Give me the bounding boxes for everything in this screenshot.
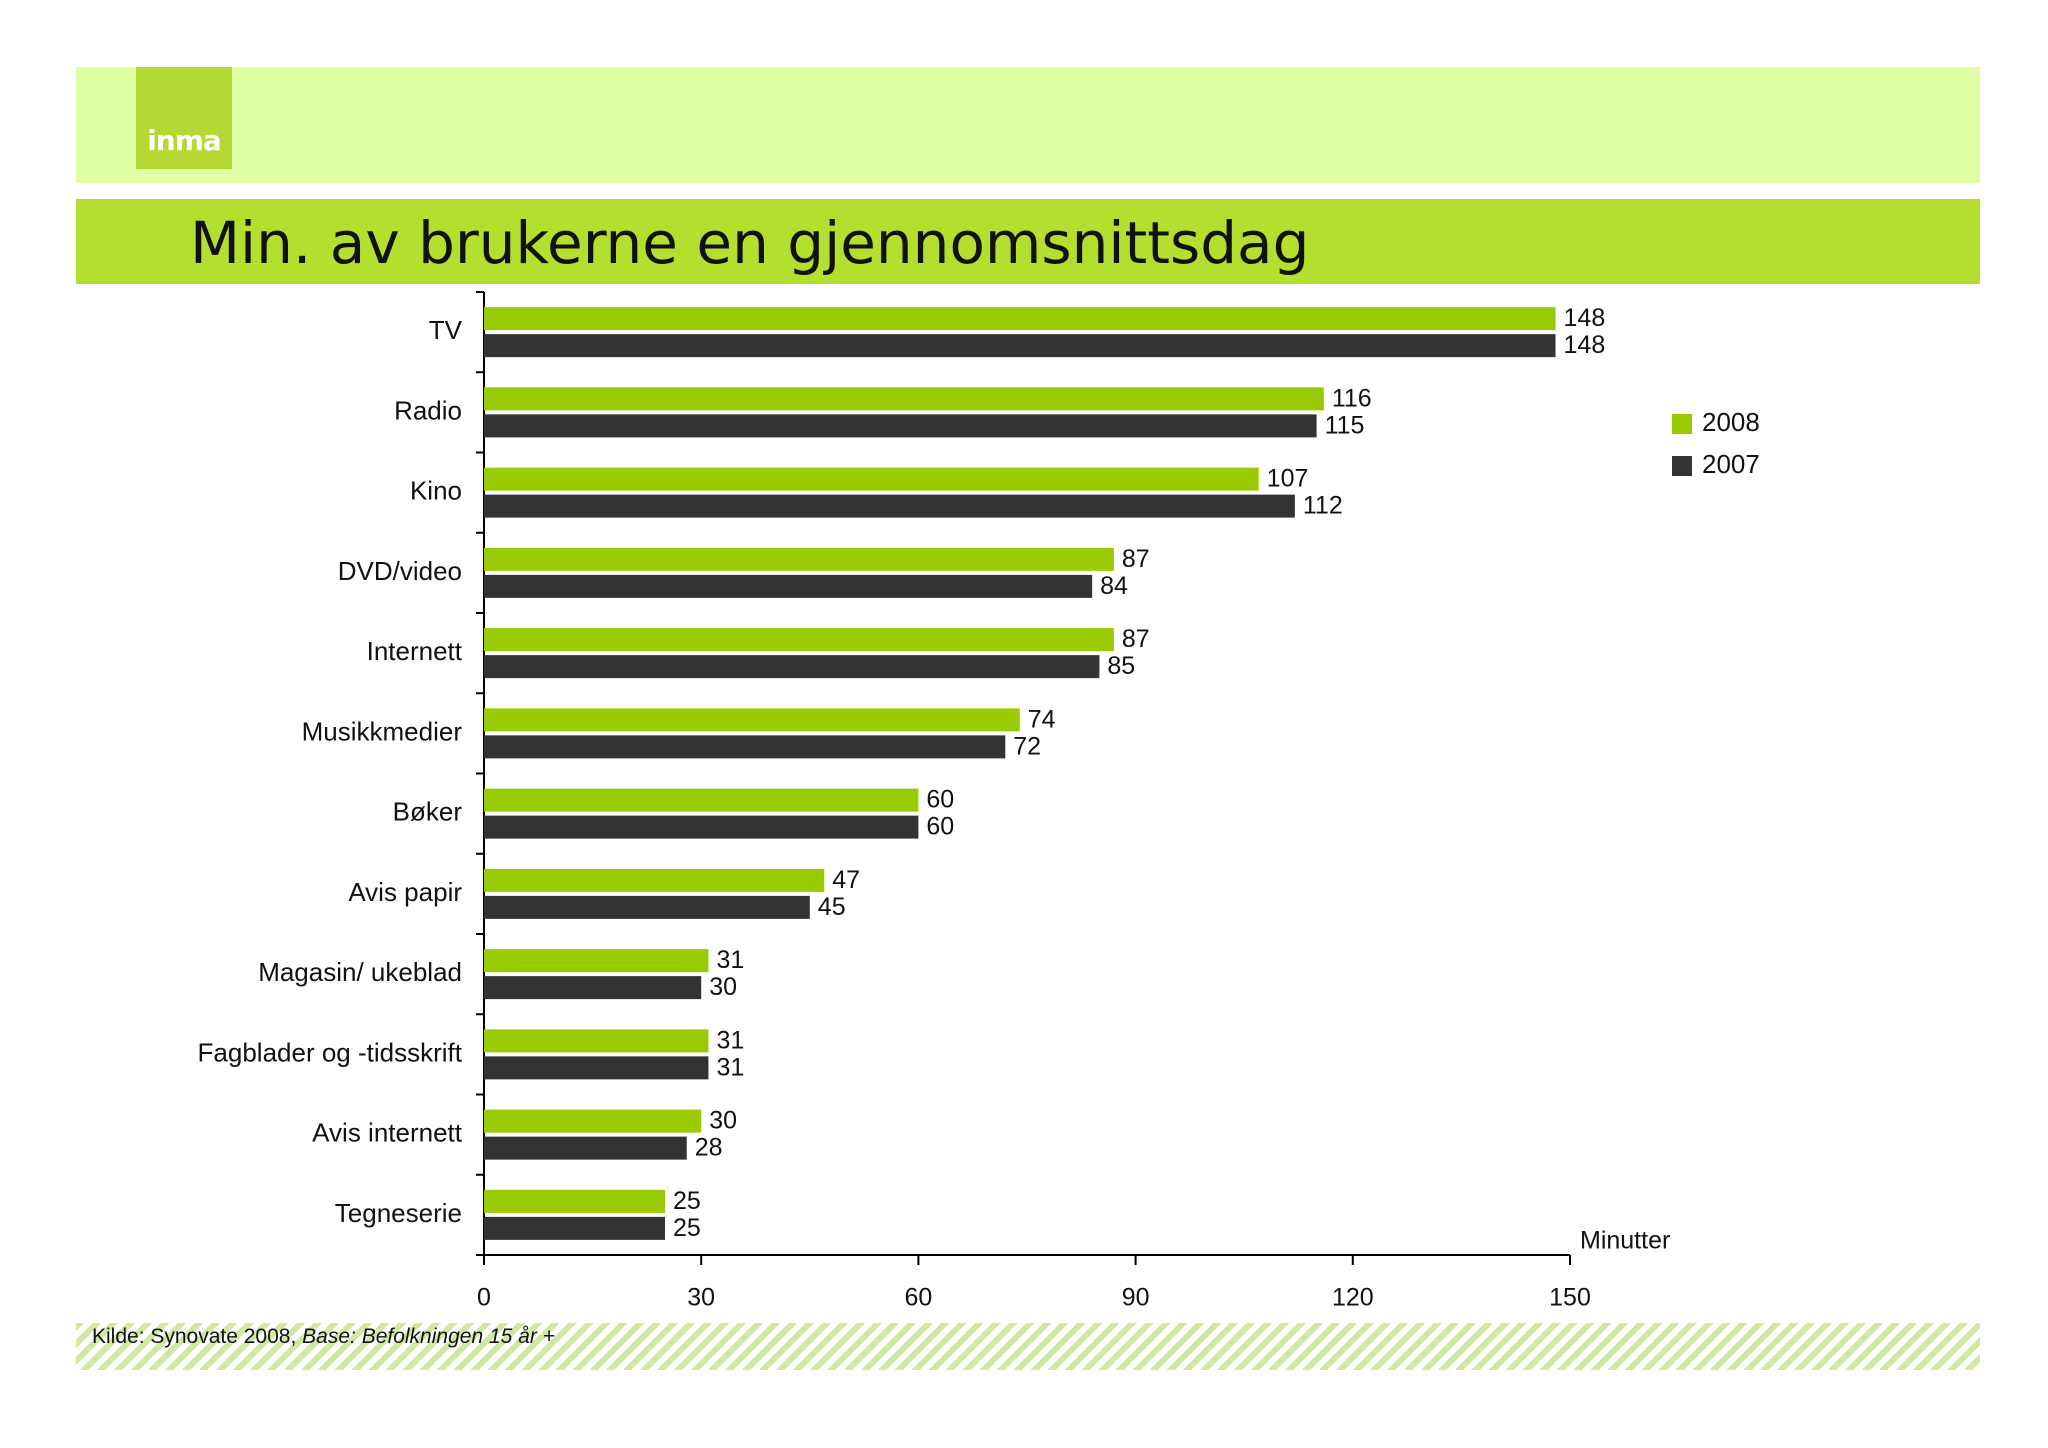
data-label-2007: 72 [1013, 732, 1042, 761]
legend-swatch-2008 [1672, 414, 1692, 434]
bar-2008 [484, 387, 1324, 410]
data-label-2007: 30 [709, 973, 738, 1002]
data-label-2007: 31 [716, 1053, 745, 1082]
data-label-2008: 31 [716, 1026, 745, 1055]
source-prefix: Kilde: Synovate 2008, [92, 1325, 303, 1348]
source-note [92, 1323, 555, 1351]
bar-2007 [484, 735, 1005, 758]
category-label: Avis internett [312, 1117, 462, 1148]
x-tick-label: 90 [1121, 1283, 1150, 1312]
bar-2008 [484, 789, 918, 812]
category-label: DVD/video [337, 555, 462, 586]
bar-2008 [484, 628, 1114, 651]
data-label-2007: 28 [694, 1133, 723, 1162]
category-label: Musikkmedier [301, 716, 462, 747]
category-label: Bøker [392, 796, 462, 827]
source-base: Base: Befolkningen 15 år + [302, 1325, 555, 1348]
category-label: Avis papir [348, 876, 462, 907]
data-label-2008: 107 [1266, 464, 1309, 493]
x-tick-label: 0 [477, 1283, 491, 1312]
data-label-2008: 25 [673, 1186, 701, 1215]
data-label-2007: 148 [1563, 331, 1606, 360]
data-label-2008: 116 [1331, 384, 1372, 413]
bar-2007 [484, 334, 1556, 357]
bar-2007 [484, 896, 810, 919]
data-label-2008: 60 [926, 785, 955, 814]
category-label: Kino [409, 475, 462, 506]
x-axis-title: Minutter [1580, 1226, 1671, 1255]
legend-label-2007: 2007 [1702, 448, 1760, 479]
data-label-2008: 148 [1563, 304, 1606, 333]
data-label-2008: 47 [832, 865, 861, 894]
x-tick-label: 150 [1549, 1283, 1591, 1312]
data-label-2007: 112 [1302, 491, 1343, 520]
bar-2008 [484, 1029, 708, 1052]
data-label-2008: 31 [716, 946, 745, 975]
legend-swatch-2007 [1672, 456, 1692, 476]
bar-2008 [484, 949, 708, 972]
x-tick-label: 120 [1331, 1283, 1374, 1312]
data-label-2007: 115 [1324, 411, 1365, 440]
bar-2008 [484, 548, 1114, 571]
data-label-2008: 87 [1121, 625, 1150, 654]
data-label-2008: 30 [709, 1106, 738, 1135]
bar-2007 [484, 495, 1295, 518]
data-label-2007: 85 [1107, 652, 1136, 681]
bar-2007 [484, 575, 1092, 598]
bar-2007 [484, 1137, 687, 1160]
data-label-2007: 25 [673, 1213, 701, 1242]
bar-2008 [484, 307, 1556, 330]
category-label: Tegneserie [334, 1197, 462, 1228]
data-label-2007: 84 [1100, 571, 1128, 600]
data-label-2007: 60 [926, 812, 955, 841]
bar-2007 [484, 976, 701, 999]
category-label: TV [428, 315, 462, 345]
x-tick-label: 60 [904, 1283, 933, 1312]
bar-2008 [484, 869, 824, 892]
data-label-2008: 74 [1027, 705, 1056, 734]
category-label: Internett [366, 636, 462, 666]
bar-2008 [484, 1190, 665, 1213]
bar-2007 [484, 1056, 708, 1079]
legend-label-2008: 2008 [1702, 406, 1760, 437]
category-label: Magasin/ ukeblad [258, 957, 462, 987]
bar-2008 [484, 1110, 701, 1133]
bar-2007 [484, 1217, 665, 1240]
bar-2008 [484, 708, 1020, 731]
data-label-2008: 87 [1121, 544, 1150, 573]
category-label: Radio [394, 395, 462, 426]
bar-2008 [484, 468, 1259, 491]
bar-2007 [484, 816, 918, 839]
data-label-2007: 45 [817, 892, 846, 921]
x-tick-label: 30 [687, 1283, 716, 1312]
logo-text: inma [147, 124, 221, 157]
category-label: Fagblader og -tidsskrift [197, 1037, 462, 1068]
bar-2007 [484, 414, 1317, 437]
source-band [76, 1323, 1980, 1370]
page-title: Min. av brukerne en gjennomsnittsdag [190, 209, 1310, 277]
bar-2007 [484, 655, 1099, 678]
